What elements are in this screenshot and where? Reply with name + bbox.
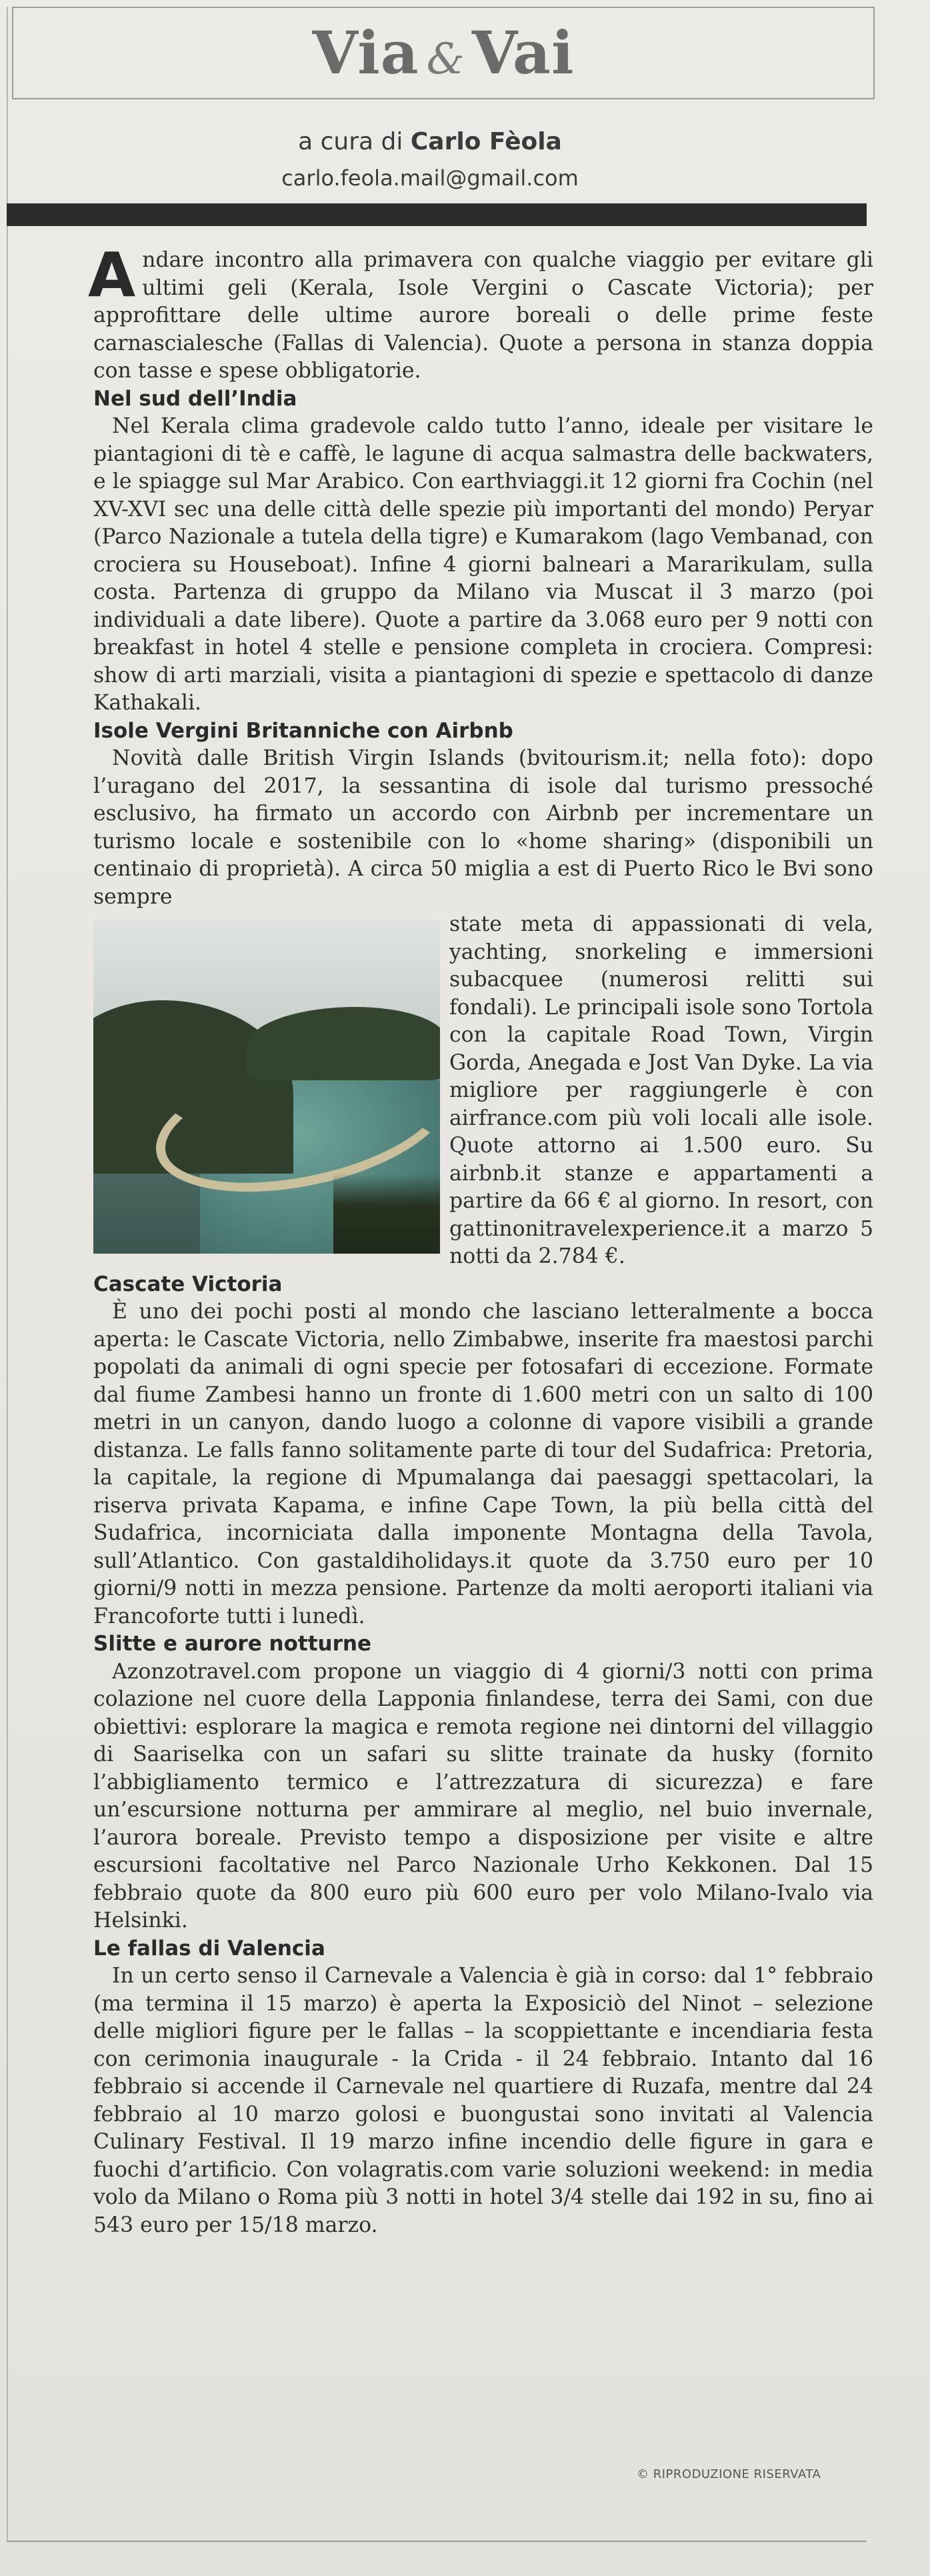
intro-text: ndare incontro alla primavera con qualche viaggio per evitare gli ultimi geli (Kerala, Isole Vergini o Cascate Victoria); per approfittare delle ultime aurore boreali o delle prime feste carnascialesche (Fallas di Valencia). Quote a persona in stanza doppia con tasse e spese obbligatorie. [93, 248, 873, 383]
byline-author: Carlo Fèola [410, 128, 562, 155]
masthead-title-left: Via [312, 18, 419, 87]
beach-photo [93, 920, 440, 1254]
header-rule [7, 203, 867, 226]
byline [0, 128, 860, 155]
section-heading-victoria: Cascate Victoria [93, 1272, 283, 1296]
section-text-victoria: È uno dei pochi posti al mondo che lasciano letteralmente a bocca aperta: le Cascate Victoria, nello Zimbabwe, inserite fra maestosi parchi popolati da animali di ogni specie per fotosafari di eccezione. Formate dal fiume Zambesi hanno un fronte di 1.600 metri con un salto di 100 metri in un canyon, dando luogo a colonne di vapore visibili a grande distanza. Le falls fanno solitamente parte di tour del Sudafrica: Pretoria, la capitale, la regione di Mpumalanga dai paesaggi spettacolari, la riserva privata Kapama, e infine Cape Town, la più bella città del Sudafrica, incorniciata dalla imponente Montagna della Tavola, sull’Atlantico. Con gastaldiholidays.it quote da 3.750 euro per 10 giorni/9 notti in mezza pensione. Partenze da molti aeroporti italiani via Francoforte tutti i lunedì. [93, 1300, 873, 1628]
section-text-india: Nel Kerala clima gradevole caldo tutto l’anno, ideale per visitare le piantagioni di tè e caffè, le lagune di acqua salmastra delle backwaters, e le spiagge sul Mar Arabico. Con earthviaggi.it 12 giorni fra Cochin (nel XV-XVI sec una delle città delle spezie più importanti del mondo) Peryar (Parco Nazionale a tutela della tigre) e Kumarakom (lago Vembanad, con crociera su Houseboat). Infine 4 giorni balneari a Mararikulam, sulla costa. Partenza di gruppo da Milano via Muscat il 3 marzo (poi individuali a date libere). Quote a partire da 3.068 euro per 9 notti con breakfast in hotel 4 stelle e pensione completa in crociera. Compresi: show di arti marziali, visita a piantagioni di spezie e spettacolo di danze Kathakali. [93, 414, 873, 715]
section-text-lapland: Azonzotravel.com propone un viaggio di 4 giorni/3 notti con prima colazione nel cuore della Lapponia finlandese, terra dei Sami, con due obiettivi: esplorare la magica e remota regione nei dintorni del villaggio di Saariselka con un safari su slitte trainate da husky (fornito l’abbigliamento termico e l’attrezzatura di sicurezza) e fare un’escursione notturna per ammirare al meglio, nel buio invernale, l’aurora boreale. Previsto tempo a disposizione per visite e altre escursioni facoltative nel Parco Nazionale Urho Kekkonen. Dal 15 febbraio quote da 800 euro più 600 euro per volo Milano-Ivalo via Helsinki. [93, 1659, 873, 1933]
masthead-title-right: Vai [471, 18, 575, 87]
article-body [88, 239, 873, 2239]
drop-cap: A [88, 239, 136, 311]
section-heading-bvi: Isole Vergini Britanniche con Airbnb [93, 718, 513, 743]
byline-prefix: a cura di [298, 128, 403, 155]
intro-paragraph [88, 239, 873, 385]
section-text-valencia: In un certo senso il Carnevale a Valencia è già in corso: dal 1° febbraio (ma termina il 15 marzo) è aperta la Exposiciò del Ninot – selezione delle migliori figure per le fallas – la scoppiettante e incendiaria festa con cerimonia inaugurale - la Crida - il 24 febbraio. Intanto dal 16 febbraio si accende il Carnevale nel quartiere di Ruzafa, mentre dal 24 febbraio al 10 marzo golosi e buongustai sono invitati al Valencia Culinary Festival. Il 19 marzo infine incendio delle figure in gara e fuochi d’artificio. Con volagratis.com varie soluzioni weekend: in media volo da Milano o Roma più 3 notti in hotel 3/4 stelle dai 192 in su, fino ai 543 euro per 15/18 marzo. [93, 1964, 873, 2237]
section-text-bvi-wrap: state meta di appassionati di vela, yachting, snorkeling e immersioni subacquee (numerosi relitti sui fondali). Le principali isole sono Tortola con la capitale Road Town, Virgin Gorda, Anegada e Jost Van Dyke. La via migliore per raggiungerle è con airfrance.com più voli locali alle isole. Quote attorno ai 1.500 euro. Su airbnb.it stanze e appartamenti a partire da 66 € al giorno. In resort, con gattinonitravelexperience.it a marzo 5 notti da 2.784 €. [449, 912, 873, 1268]
bottom-rule [7, 2541, 867, 2542]
section-heading-india: Nel sud dell’India [93, 386, 297, 411]
section-text-bvi: Novità dalle British Virgin Islands (bvitourism.it; nella foto): dopo l’uragano del 2017, la sessantina di isole dal turismo pressoché esclusivo, ha firmato un accordo con Airbnb per incrementare un turismo locale e sostenibile con lo «home sharing» (disponibili un centinaio di proprietà). A circa 50 miglia a est di Puerto Rico le Bvi sono sempre [93, 746, 873, 909]
column-masthead [12, 7, 875, 99]
byline-email: carlo.feola.mail@gmail.com [281, 165, 579, 191]
column-rule [7, 7, 8, 2541]
section-heading-lapland: Slitte e aurore notturne [93, 1632, 371, 1656]
copyright-notice: © RIPRODUZIONE RISERVATA [637, 2467, 821, 2481]
section-heading-valencia: Le fallas di Valencia [93, 1936, 325, 1961]
masthead-ampersand: & [426, 35, 465, 84]
